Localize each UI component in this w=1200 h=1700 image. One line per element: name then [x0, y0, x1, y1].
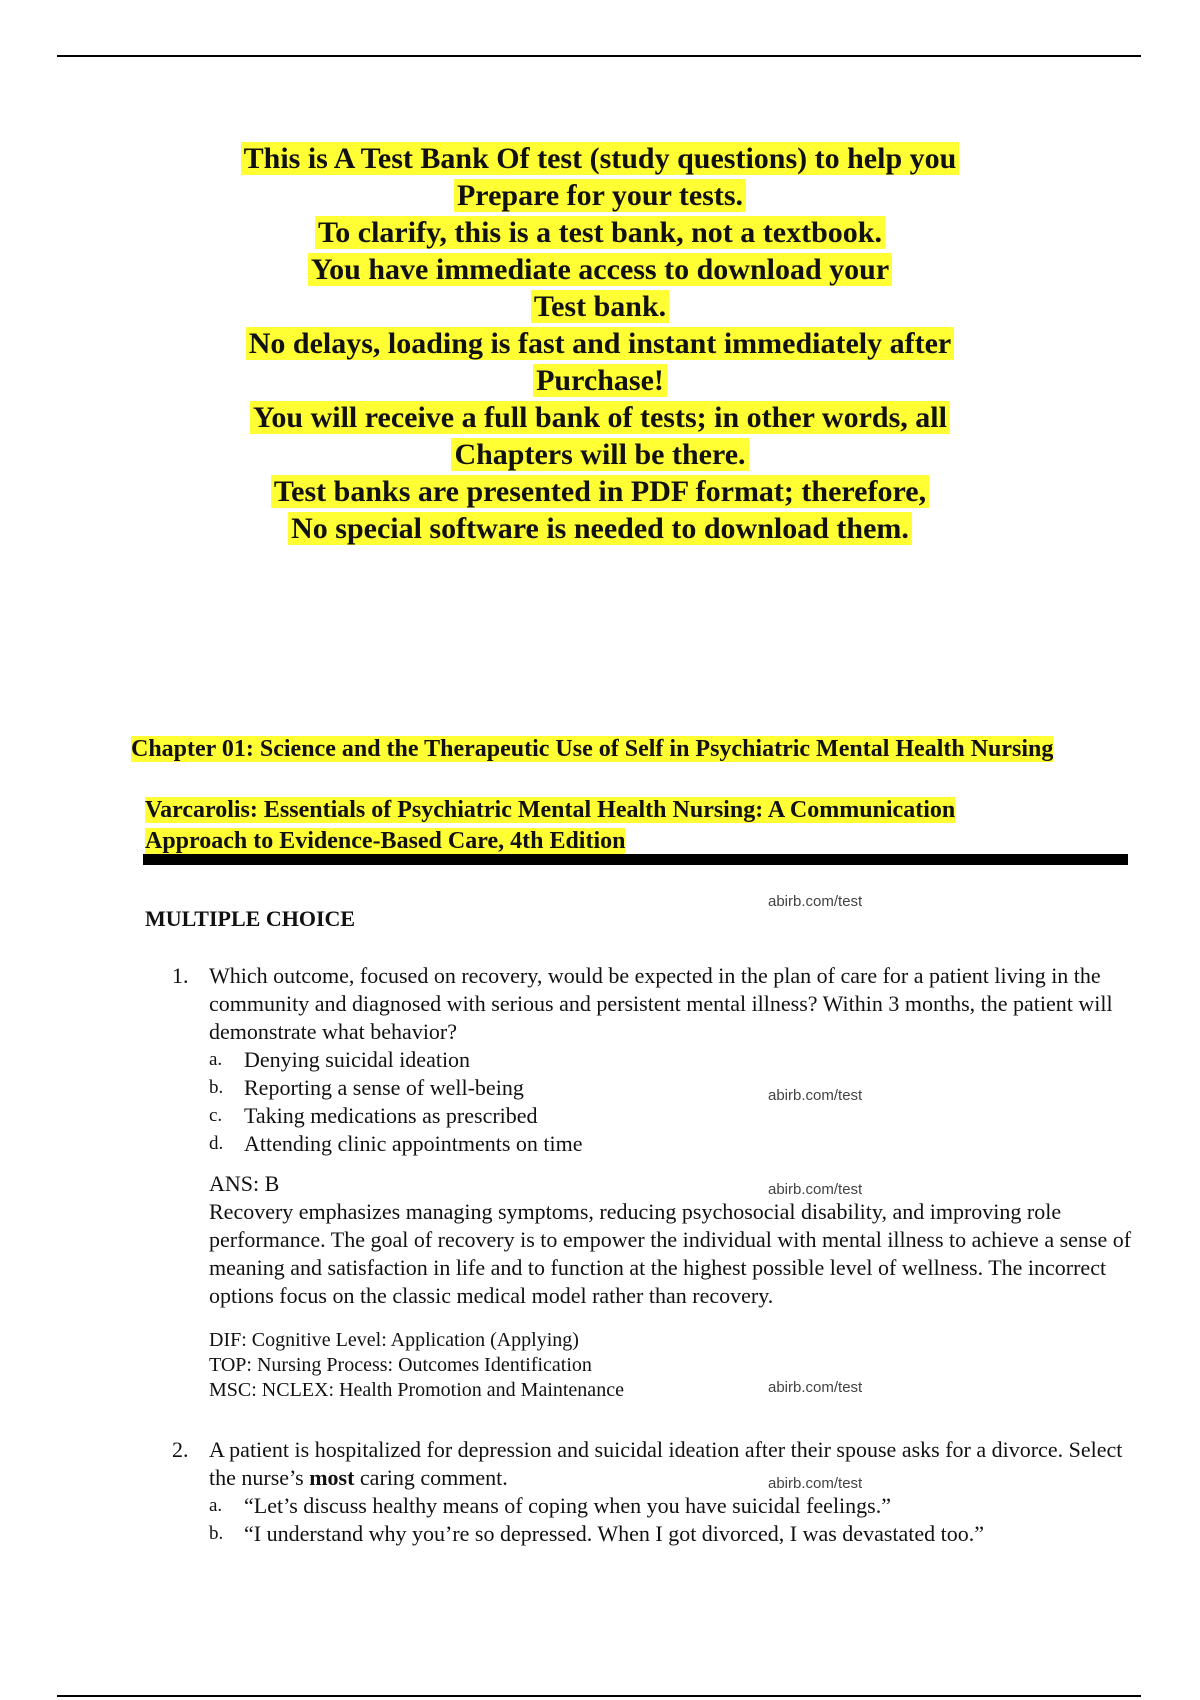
question-number: 2. [172, 1437, 189, 1462]
question-2 [172, 1436, 1132, 1548]
watermark: abirb.com/test [768, 1087, 863, 1104]
topic: TOP: Nursing Process: Outcomes Identification [209, 1354, 592, 1376]
question-1 [172, 962, 1132, 1403]
answer-option: c. Taking medications as prescribed [209, 1103, 538, 1128]
promo-line: No special software is needed to download them. [140, 510, 1060, 547]
promo-line: Purchase! [140, 362, 1060, 399]
bottom-rule [57, 1695, 1141, 1697]
watermark: abirb.com/test [768, 1475, 863, 1492]
promo-line: You have immediate access to download your [140, 251, 1060, 288]
watermark: abirb.com/test [768, 893, 863, 910]
promo-line: Test bank. [140, 288, 1060, 325]
answer-option: a. Denying suicidal ideation [209, 1047, 471, 1072]
promo-line: No delays, loading is fast and instant immediately after [140, 325, 1060, 362]
promo-line: You will receive a full bank of tests; in other words, all [140, 399, 1060, 436]
answer-option: d. Attending clinic appointments on time [209, 1131, 583, 1156]
answer-key: ANS: B [209, 1171, 280, 1196]
watermark: abirb.com/test [768, 1181, 863, 1198]
book-subtitle: Varcarolis: Essentials of Psychiatric Mental Health Nursing: A Communication Approach to Evidence-Based Care, 4th Edition [145, 797, 956, 854]
difficulty: DIF: Cognitive Level: Application (Applying) [209, 1329, 579, 1351]
answer-option: b. “I understand why you’re so depressed. When I got divorced, I was devastated too.” [209, 1521, 985, 1546]
question-stem: A patient is hospitalized for depression and suicidal ideation after their spouse asks for a divorce. Select the nurse’s most caring comment. [209, 1437, 1123, 1490]
section-divider [143, 854, 1128, 865]
promo-line: Chapters will be there. [140, 436, 1060, 473]
chapter-title: Chapter 01: Science and the Therapeutic Use of Self in Psychiatric Mental Health Nursing [131, 736, 1054, 762]
rationale: Recovery emphasizes managing symptoms, reducing psychosocial disability, and improving role performance. The goal of recovery is to empower the individual with mental illness to achieve a sense of meaning and satisfaction in life and to function at the highest possible level of wellness. The incorrect options focus on the classic medical model rather than recovery. [209, 1199, 1132, 1308]
promo-line: Prepare for your tests. [140, 177, 1060, 214]
question-stem: Which outcome, focused on recovery, would be expected in the plan of care for a patient living in the community and diagnosed with serious and persistent mental illness? Within 3 months, the patient will demonstrate what behavior? [209, 963, 1113, 1044]
promo-line: To clarify, this is a test bank, not a textbook. [140, 214, 1060, 251]
promo-line: Test banks are presented in PDF format; therefore, [140, 473, 1060, 510]
answer-option: b. Reporting a sense of well-being [209, 1075, 524, 1100]
promo-block [140, 140, 1060, 547]
promo-line: This is A Test Bank Of test (study questions) to help you [140, 140, 1060, 177]
section-heading: MULTIPLE CHOICE [145, 906, 356, 931]
msc: MSC: NCLEX: Health Promotion and Maintenance [209, 1379, 624, 1401]
watermark: abirb.com/test [768, 1379, 863, 1396]
question-metadata [209, 1328, 1132, 1403]
top-rule [57, 55, 1141, 57]
question-number: 1. [172, 963, 189, 988]
answer-option: a. “Let’s discuss healthy means of coping when you have suicidal feelings.” [209, 1493, 891, 1518]
